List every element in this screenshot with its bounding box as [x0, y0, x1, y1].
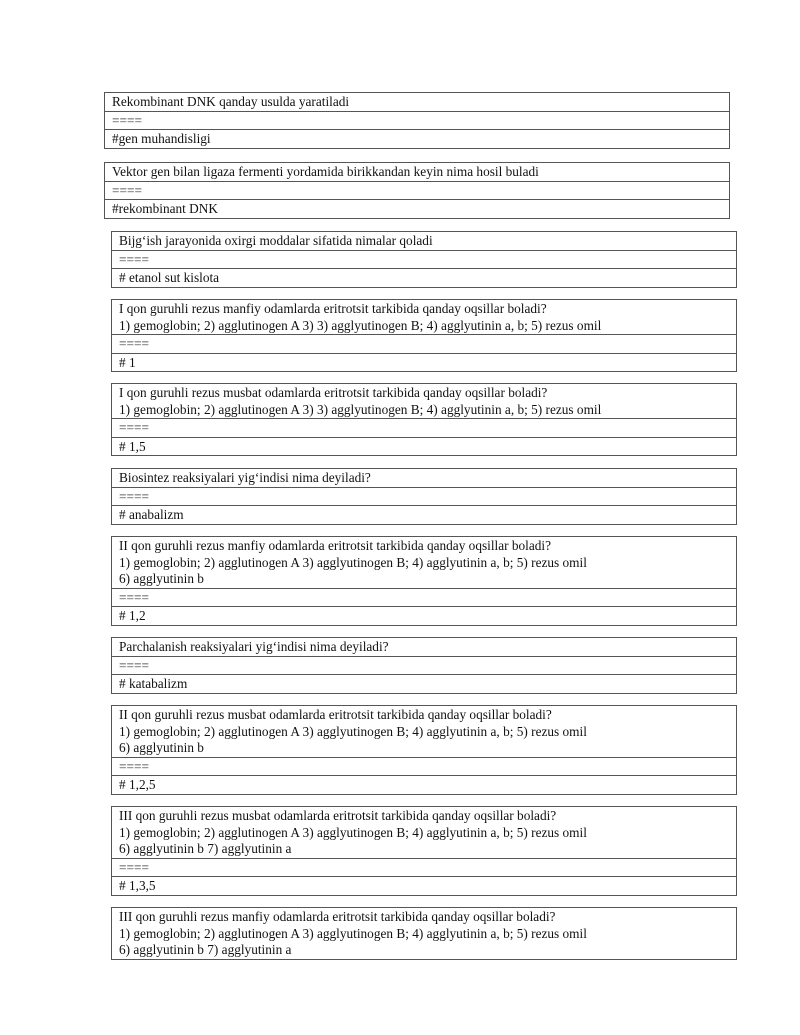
- answer-text: #rekombinant DNK: [112, 201, 218, 216]
- answer-text: # 1,3,5: [119, 878, 156, 893]
- answer-text: # katabalizm: [119, 676, 188, 691]
- question-text: I qon guruhli rezus musbat odamlarda eritrotsit tarkibida qanday oqsillar boladi? 1) gemoglobin; 2) agglutinogen A 3) 3) agglyutinogen B; 4) agglyutinin a, b; 5) rezus omil: [112, 384, 736, 419]
- separator: ====: [112, 419, 736, 438]
- answer-text: # 1,5: [119, 438, 146, 454]
- question-block: [111, 299, 737, 372]
- separator: ====: [112, 335, 736, 354]
- separator: ====: [112, 251, 736, 270]
- question-block: [111, 705, 737, 795]
- separator: ====: [112, 488, 736, 507]
- question-text: Vektor gen bilan ligaza fermenti yordamida birikkandan keyin nima hosil buladi: [105, 163, 729, 182]
- question-block: [111, 806, 737, 896]
- question-text: I qon guruhli rezus manfiy odamlarda eritrotsit tarkibida qanday oqsillar boladi? 1) gemoglobin; 2) agglutinogen A 3) 3) agglyutinogen B; 4) agglyutinin a, b; 5) rezus omil: [112, 300, 736, 335]
- answer-text: # etanol sut kislota: [119, 270, 220, 285]
- separator: ====: [112, 758, 736, 777]
- answer-text: # anabalizm: [119, 507, 184, 522]
- separator: ====: [112, 657, 736, 676]
- answer-text: #gen muhandisligi: [112, 131, 211, 146]
- answer-text: # 1,2,5: [119, 777, 156, 792]
- question-block: [111, 536, 737, 626]
- question-block: [104, 92, 730, 149]
- question-text: Parchalanish reaksiyalari yig‘indisi nima deyiladi?: [112, 638, 736, 657]
- answer-text: # 1,2: [119, 608, 146, 623]
- question-text: III qon guruhli rezus musbat odamlarda eritrotsit tarkibida qanday oqsillar boladi? 1) gemoglobin; 2) agglutinogen A 3) agglyutinogen B; 4) agglyutinin a, b; 5) rezus omil 6) agglyutinin b 7) agglyutinin a: [112, 807, 736, 859]
- question-text: Biosintez reaksiyalari yig‘indisi nima deyiladi?: [112, 469, 736, 488]
- question-block: [111, 637, 737, 694]
- question-block: [111, 231, 737, 288]
- question-block: [111, 468, 737, 525]
- question-text: III qon guruhli rezus manfiy odamlarda eritrotsit tarkibida qanday oqsillar boladi? 1) gemoglobin; 2) agglutinogen A 3) agglyutinogen B; 4) agglyutinin a, b; 5) rezus omil 6) agglyutinin b 7) agglyutinin a: [119, 909, 587, 957]
- question-text: II qon guruhli rezus musbat odamlarda eritrotsit tarkibida qanday oqsillar boladi? 1) gemoglobin; 2) agglutinogen A 3) agglyutinogen B; 4) agglyutinin a, b; 5) rezus omil 6) agglyutinin b: [112, 706, 736, 758]
- separator: ====: [112, 589, 736, 608]
- separator: ====: [105, 112, 729, 131]
- answer-text: # 1: [119, 354, 136, 370]
- separator: ====: [112, 859, 736, 878]
- separator: ====: [105, 182, 729, 201]
- question-block: [104, 162, 730, 219]
- question-text: Bijg‘ish jarayonida oxirgi moddalar sifatida nimalar qoladi: [112, 232, 736, 251]
- question-block: [111, 907, 737, 960]
- question-text: II qon guruhli rezus manfiy odamlarda eritrotsit tarkibida qanday oqsillar boladi? 1) gemoglobin; 2) agglutinogen A 3) agglyutinogen B; 4) agglyutinin a, b; 5) rezus omil 6) agglyutinin b: [112, 537, 736, 589]
- question-text: Rekombinant DNK qanday usulda yaratiladi: [105, 93, 729, 112]
- question-block: [111, 383, 737, 456]
